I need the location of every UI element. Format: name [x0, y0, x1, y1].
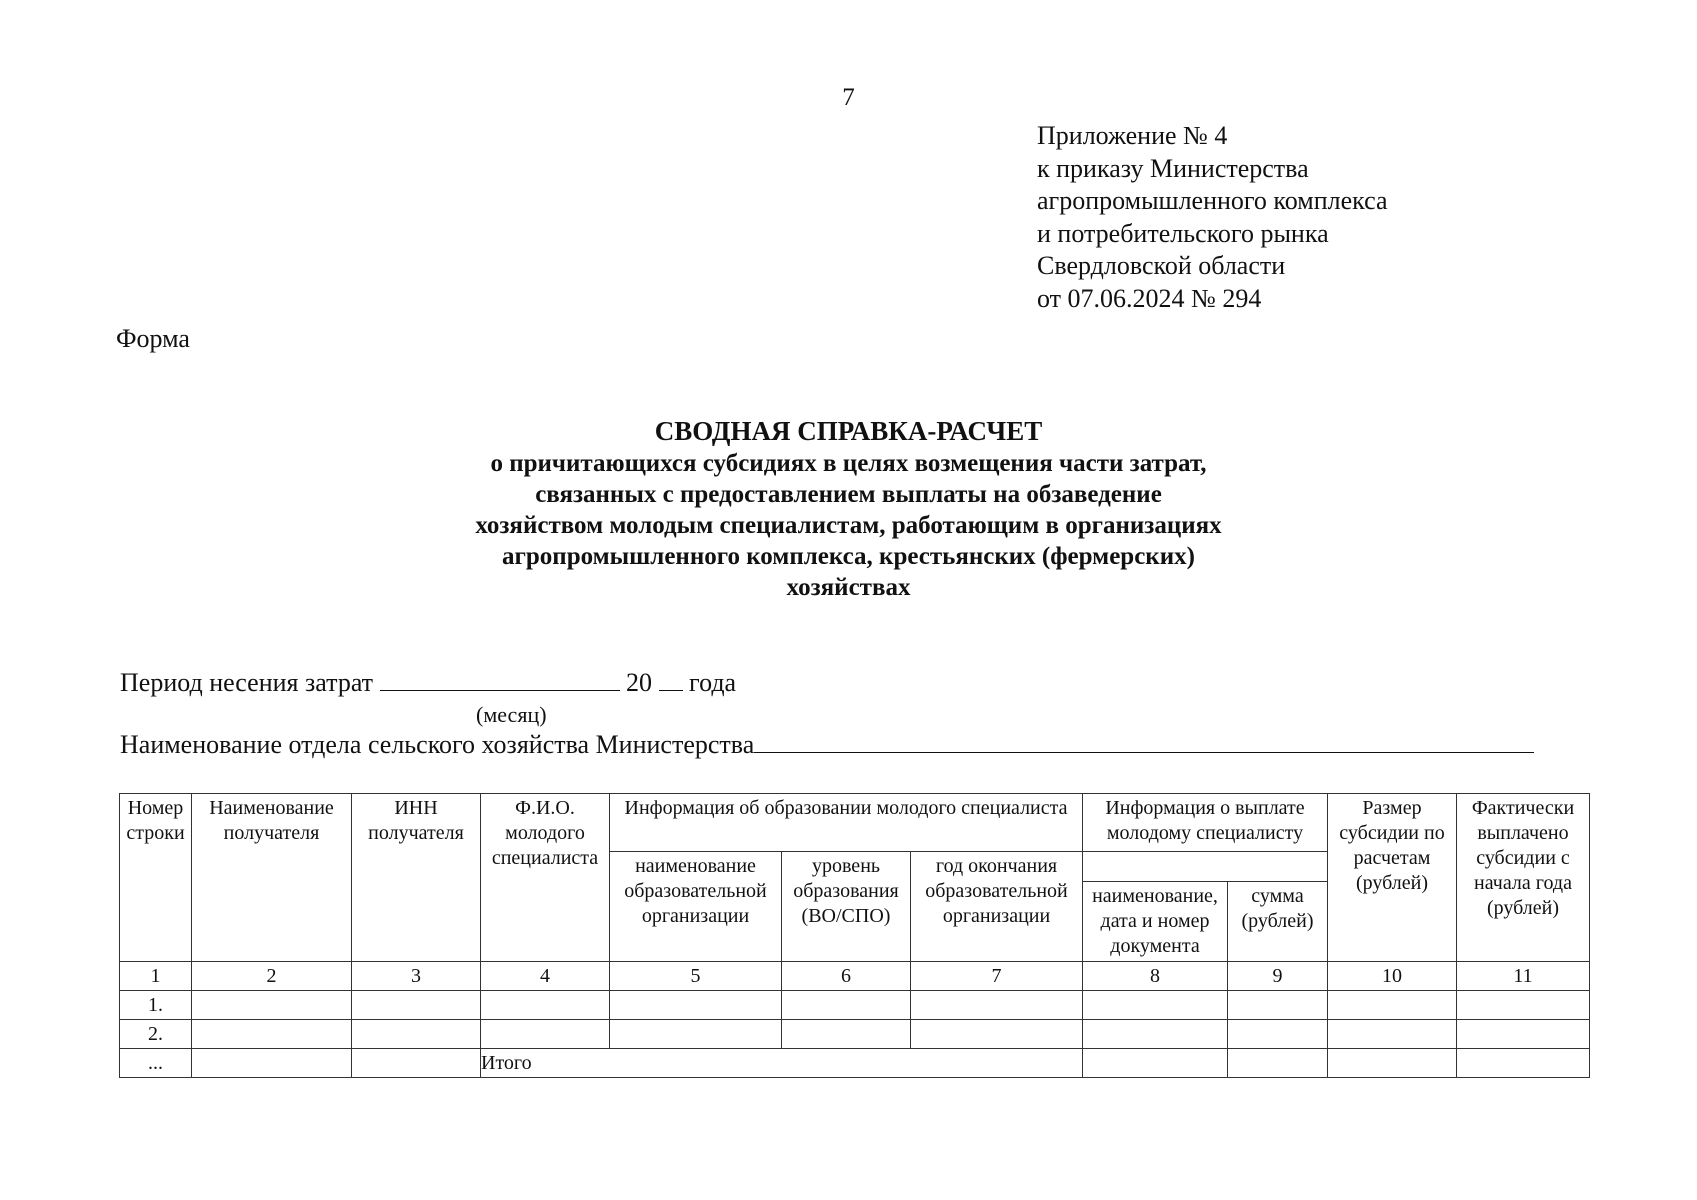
table-cell[interactable] — [1328, 1020, 1457, 1049]
table-cell[interactable] — [1457, 991, 1590, 1020]
year-prefix: 20 — [626, 668, 653, 697]
column-number: 5 — [610, 962, 782, 991]
column-number-row — [120, 962, 1590, 991]
total-row — [120, 1049, 1590, 1078]
row-number: 2. — [120, 1020, 192, 1049]
document-title — [0, 414, 1697, 603]
table-row — [120, 991, 1590, 1020]
header-edu-grad-year: год окончания образовательной организации — [911, 852, 1083, 962]
table-cell[interactable] — [1328, 1049, 1457, 1078]
month-blank-field[interactable] — [380, 668, 620, 691]
year-blank-field[interactable] — [659, 668, 683, 691]
column-number: 6 — [782, 962, 911, 991]
form-label: Форма — [116, 324, 190, 353]
column-number: 8 — [1083, 962, 1228, 991]
table-cell[interactable] — [1083, 1020, 1228, 1049]
header-payment-spacer — [1083, 852, 1328, 882]
appendix-line: Приложение № 4 — [1037, 121, 1228, 150]
table-cell[interactable] — [1228, 1020, 1328, 1049]
appendix-line: от 07.06.2024 № 294 — [1037, 283, 1262, 313]
column-number: 7 — [911, 962, 1083, 991]
total-label: Итого — [481, 1049, 1083, 1078]
report-table — [119, 793, 1590, 1078]
header-specialist-name: Ф.И.О. молодого специалиста — [481, 794, 610, 962]
table-cell[interactable] — [1083, 1049, 1228, 1078]
table-cell[interactable] — [481, 1020, 610, 1049]
appendix-line: агропромышленного комплекса — [1037, 186, 1388, 215]
table-cell[interactable] — [192, 1020, 352, 1049]
header-recipient-name: Наименование получателя — [192, 794, 352, 962]
department-line — [120, 730, 1534, 760]
table-cell[interactable] — [1228, 1049, 1328, 1078]
table-cell[interactable] — [782, 991, 911, 1020]
header-pay-sum: сумма (рублей) — [1228, 882, 1328, 962]
period-label: Период несения затрат — [120, 668, 374, 697]
title-main: СВОДНАЯ СПРАВКА-РАСЧЕТ — [654, 416, 1043, 446]
header-payment-group: Информация о выплате молодому специалисту — [1083, 794, 1328, 852]
header-edu-org-name: наименование образовательной организации — [610, 852, 782, 962]
header-subsidy-calc: Размер субсидии по расчетам (рублей) — [1328, 794, 1457, 962]
table-cell[interactable] — [911, 991, 1083, 1020]
column-number: 4 — [481, 962, 610, 991]
year-suffix: года — [689, 668, 737, 697]
column-number: 11 — [1457, 962, 1590, 991]
table-cell[interactable] — [192, 1049, 352, 1078]
appendix-line: к приказу Министерства — [1037, 153, 1309, 183]
row-number: ... — [120, 1049, 192, 1078]
column-number: 10 — [1328, 962, 1457, 991]
header-edu-level: уровень образования (ВО/СПО) — [782, 852, 911, 962]
header-education-group: Информация об образовании молодого специалиста — [610, 794, 1083, 852]
table-cell[interactable] — [610, 1020, 782, 1049]
table-cell[interactable] — [1457, 1020, 1590, 1049]
row-number: 1. — [120, 991, 192, 1020]
title-line: хозяйствах — [786, 574, 911, 601]
header-subsidy-paid: Фактически выплачено субсидии с начала года (рублей) — [1457, 794, 1590, 962]
appendix-line: и потребительского рынка — [1037, 218, 1329, 248]
column-number: 9 — [1228, 962, 1328, 991]
table-row — [120, 1020, 1590, 1049]
header-pay-doc: наименование, дата и номер документа — [1083, 882, 1228, 962]
table-cell[interactable] — [481, 991, 610, 1020]
header-recipient-inn: ИНН получателя — [352, 794, 481, 962]
table-cell[interactable] — [1083, 991, 1228, 1020]
table-cell[interactable] — [352, 1020, 481, 1049]
column-number: 1 — [120, 962, 192, 991]
department-label: Наименование отдела сельского хозяйства Министерства — [120, 730, 755, 759]
header-row-number: Номер строки — [120, 794, 192, 962]
table-cell[interactable] — [911, 1020, 1083, 1049]
table-cell[interactable] — [610, 991, 782, 1020]
table-cell[interactable] — [352, 1049, 481, 1078]
table-cell[interactable] — [1228, 991, 1328, 1020]
column-number: 2 — [192, 962, 352, 991]
month-caption: (месяц) — [476, 702, 547, 727]
period-line — [120, 668, 736, 698]
title-line: связанных с предоставлением выплаты на обзаведение — [535, 481, 1162, 508]
table-cell[interactable] — [782, 1020, 911, 1049]
page-number: 7 — [842, 84, 855, 111]
title-line: агропромышленного комплекса, крестьянских (фермерских) — [502, 543, 1195, 570]
appendix-line: Свердловской области — [1037, 251, 1286, 280]
table-cell[interactable] — [192, 991, 352, 1020]
title-line: хозяйством молодым специалистам, работающим в организациях — [475, 512, 1222, 539]
appendix-block — [1037, 120, 1388, 315]
table-cell[interactable] — [352, 991, 481, 1020]
table-cell[interactable] — [1328, 991, 1457, 1020]
column-number: 3 — [352, 962, 481, 991]
title-line: о причитающихся субсидиях в целях возмещения части затрат, — [490, 450, 1207, 477]
table-cell[interactable] — [1457, 1049, 1590, 1078]
department-blank-field[interactable] — [754, 730, 1534, 753]
